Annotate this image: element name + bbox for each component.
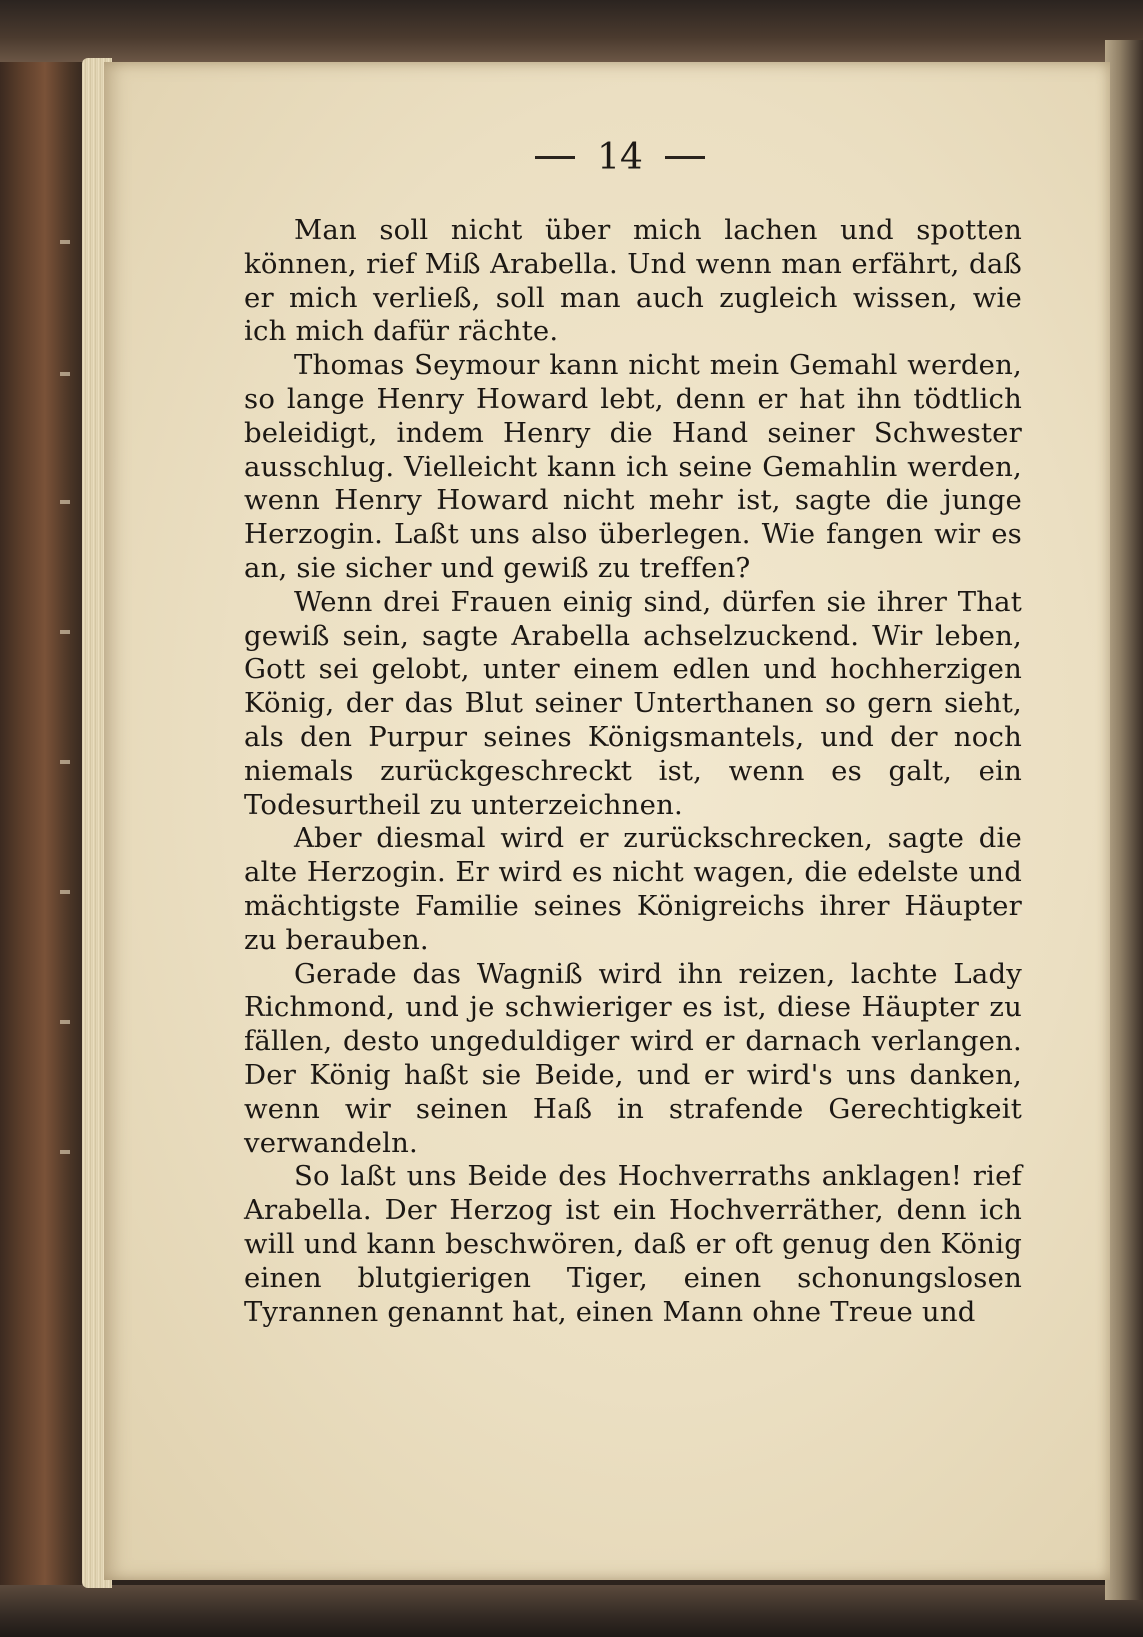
spine-stitch: [60, 372, 70, 376]
spine-stitch: [60, 1020, 70, 1024]
cover-bottom-edge: [0, 1585, 1143, 1637]
cover-top-edge: [0, 0, 1143, 62]
paragraph: Man soll nicht über mich lachen und spotten können, rief Miß Arabella. Und wenn man erfährt, daß er mich verließ, soll man auch zugleich wissen, wie ich mich dafür rächte.: [244, 214, 1022, 348]
body-text: [244, 214, 1022, 1329]
paragraph: So laßt uns Beide des Hochverraths anklagen! rief Arabella. Der Herzog ist ein Hochverräther, denn ich will und kann beschwören, daß er oft genug den König einen blutgierigen Tiger, einen schonungslosen Tyrannen genannt hat, einen Mann ohne Treue und: [244, 1160, 1022, 1328]
spine-stitch: [60, 760, 70, 764]
spine-stitch: [60, 1150, 70, 1154]
spine-stitch: [60, 890, 70, 894]
header-dash-right: [665, 156, 705, 159]
spine-stitch: [60, 500, 70, 504]
page-header: [500, 132, 740, 182]
paragraph: Gerade das Wagniß wird ihn reizen, lachte Lady Richmond, und je schwieriger es ist, diese Häupter zu fällen, desto ungeduldiger wird er darnach verlangen. Der König haßt sie Beide, und er wird's uns danken, wenn wir seinen Haß in strafende Gerechtigkeit verwandeln.: [244, 957, 1022, 1159]
next-page-edge: [1105, 40, 1143, 1600]
header-dash-left: [535, 156, 575, 159]
spine-stitching: [0, 60, 80, 1580]
spine-stitch: [60, 630, 70, 634]
paragraph: Aber diesmal wird er zurückschrecken, sagte die alte Herzogin. Er wird es nicht wagen, die edelste und mächtigste Familie seines Königreichs ihrer Häupter zu berauben.: [244, 822, 1022, 956]
paragraph: Thomas Seymour kann nicht mein Gemahl werden, so lange Henry Howard lebt, denn er hat ihn tödtlich beleidigt, indem Henry die Hand seiner Schwester ausschlug. Vielleicht kann ich seine Gemahlin werden, wenn Henry Howard nicht mehr ist, sagte die junge Herzogin. Laßt uns also überlegen. Wie fangen wir es an, sie sicher und gewiß zu treffen?: [244, 349, 1022, 584]
paragraph: Wenn drei Frauen einig sind, dürfen sie ihrer That gewiß sein, sagte Arabella achselzuckend. Wir leben, Gott sei gelobt, unter einem edlen und hochherzigen König, der das Blut seiner Unterthanen so gern sieht, als den Purpur seines Königsmantels, und der noch niemals zurückgeschreckt ist, wenn es galt, ein Todesurtheil zu unterzeichnen.: [244, 585, 1022, 821]
spine-stitch: [60, 240, 70, 244]
page-number: 14: [597, 136, 643, 178]
